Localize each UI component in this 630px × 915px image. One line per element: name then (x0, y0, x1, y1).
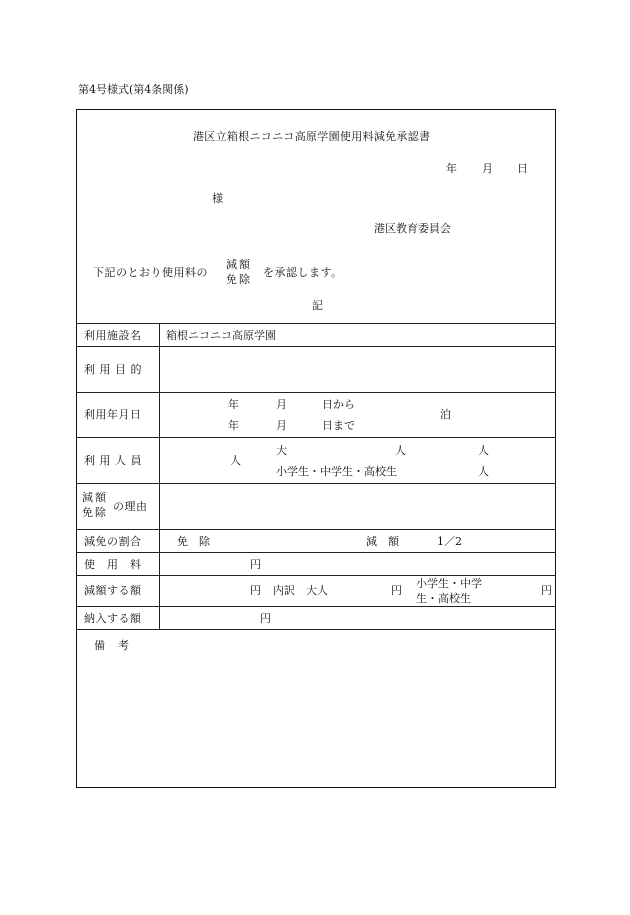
reason-suffix: の理由 (113, 500, 148, 513)
date-month: 月 (482, 162, 493, 175)
addressee-suffix: 様 (212, 192, 223, 205)
dates-to-day: 日まで (322, 419, 355, 432)
column-divider (159, 323, 160, 629)
dates-to-month: 月 (276, 419, 287, 432)
reduce-amount-student-line1: 小学生・中学 (416, 577, 482, 590)
row-divider (76, 437, 556, 438)
dates-from-day: 日から (322, 398, 355, 411)
statement-option-exempt: 免除 (226, 273, 252, 286)
pay-amount-label: 納入する額 (84, 612, 142, 625)
row-divider (76, 323, 556, 324)
fee-label: 使 用 料 (84, 558, 142, 571)
dates-from-month: 月 (276, 398, 287, 411)
pay-amount-unit: 円 (260, 612, 271, 625)
persons-adult: 大 (276, 444, 287, 457)
facility-label: 利用施設名 (84, 329, 142, 342)
dates-to-year: 年 (228, 419, 239, 432)
persons-students-unit: 人 (478, 465, 489, 478)
form-number: 第4号様式(第4条関係) (78, 83, 189, 96)
reduce-amount-unit: 円 (250, 584, 261, 597)
row-divider (76, 392, 556, 393)
reduce-amount-label: 減額する額 (84, 584, 142, 597)
statement-suffix: を承認します。 (263, 266, 343, 279)
row-divider (76, 483, 556, 484)
persons-unit-right: 人 (478, 444, 489, 457)
persons-total-unit: 人 (230, 454, 241, 467)
issuer: 港区教育委員会 (374, 222, 451, 235)
remarks-label: 備 考 (94, 639, 130, 652)
row-divider (76, 346, 556, 347)
ratio-reduce-option: 減 額 (366, 535, 399, 548)
date-year: 年 (446, 162, 457, 175)
ratio-label: 減免の割合 (84, 535, 142, 548)
dates-from-year: 年 (228, 398, 239, 411)
row-divider (76, 529, 556, 530)
dates-label: 利用年月日 (84, 408, 142, 421)
row-divider (76, 606, 556, 607)
fee-unit: 円 (250, 558, 261, 571)
reduce-amount-adult-unit: 円 (391, 584, 402, 597)
ratio-exempt-option: 免 除 (177, 535, 210, 548)
statement-option-reduce: 減額 (226, 258, 252, 271)
document-title: 港区立箱根ニコニコ高原学園使用料減免承認書 (193, 130, 431, 143)
reduce-amount-student-unit: 円 (541, 584, 552, 597)
dates-nights-unit: 泊 (440, 408, 451, 421)
row-divider (76, 629, 556, 630)
row-divider (76, 575, 556, 576)
row-divider (76, 552, 556, 553)
reduce-amount-breakdown: 内訳 大人 (273, 584, 328, 597)
persons-adult-unit: 人 (395, 444, 406, 457)
statement-prefix: 下記のとおり使用料の (93, 266, 208, 279)
ki-mark: 記 (312, 299, 323, 312)
reason-option-exempt: 免除 (82, 506, 108, 519)
date-day: 日 (517, 162, 528, 175)
persons-label: 利 用 人 員 (84, 454, 142, 467)
purpose-label: 利 用 目 的 (84, 363, 142, 376)
statement-options (226, 257, 252, 287)
reason-option-reduce: 減額 (82, 491, 108, 504)
ratio-fraction: 1／2 (437, 535, 462, 548)
facility-value: 箱根ニコニコ高原学園 (166, 329, 276, 342)
persons-students: 小学生・中学生・高校生 (276, 465, 397, 478)
reduce-amount-student-line2: 生・高校生 (416, 592, 471, 605)
reason-options (82, 490, 108, 520)
